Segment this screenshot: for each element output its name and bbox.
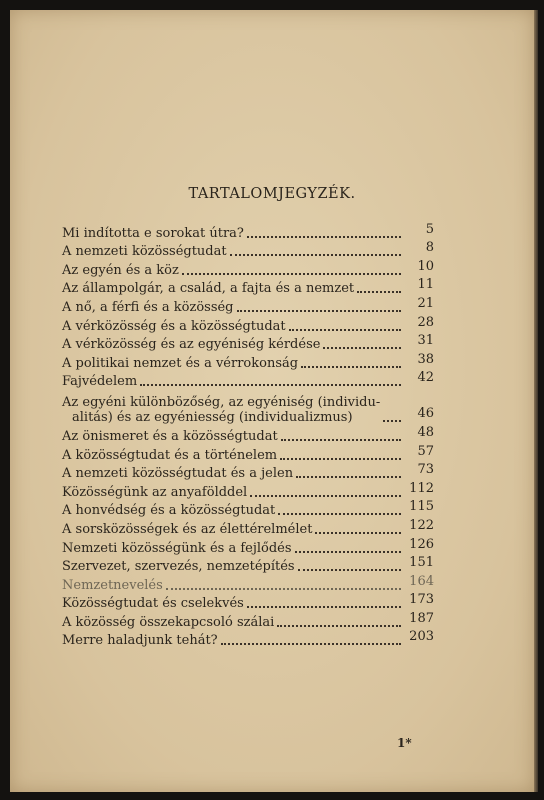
toc-entry [62, 241, 434, 260]
toc-entry-title: Merre haladjunk tehát? [62, 633, 218, 649]
toc-entry-title: A politikai nemzet és a vérrokonság [62, 355, 299, 371]
toc-entry-title: Nemzeti közösségünk és a fejlődés [62, 540, 292, 556]
toc-entry [62, 518, 434, 537]
toc-entry [62, 556, 434, 575]
toc-entry-page: 48 [417, 424, 434, 440]
toc-entry-title-line1: Az egyéni különbözőség, az egyéniség (individu- [62, 395, 381, 411]
toc-entry [62, 389, 434, 425]
toc-entry-title: A nemzeti közösségtudat [62, 244, 227, 260]
dot-leader [230, 246, 401, 256]
toc-entry-title: A közösség összekapcsoló szálai [62, 614, 275, 630]
toc-entry-page: 115 [409, 499, 434, 515]
toc-entry [62, 481, 434, 500]
toc-entry-title [62, 395, 380, 425]
toc-entry-page: 28 [417, 314, 434, 330]
toc-entry-page: 38 [417, 351, 434, 367]
dot-leader [296, 468, 401, 478]
toc-entry [62, 278, 434, 297]
page-edge [534, 10, 538, 792]
toc-entry [62, 574, 434, 593]
toc-entry-title: A sorsközösségek és az élettérelmélet [62, 521, 313, 537]
toc-entry-title: Az önismeret és a közösségtudat [62, 428, 278, 444]
toc-entry-title: Az állampolgár, a család, a fajta és a nemzet [62, 281, 355, 297]
dot-leader [237, 302, 401, 312]
toc-entry-title: Szervezet, szervezés, nemzetépítés [62, 559, 295, 575]
toc-entry-page: 10 [417, 258, 434, 274]
toc-entry [62, 444, 434, 463]
dot-leader [383, 412, 401, 422]
toc-entry-title-line2: alitás) és az egyéniesség (individualizmus) [72, 410, 353, 426]
toc-entry [62, 315, 434, 334]
dot-leader [278, 505, 401, 515]
dot-leader [323, 339, 401, 349]
dot-leader [247, 228, 401, 238]
dot-leader [281, 431, 401, 441]
toc-entry [62, 222, 434, 241]
toc-entry-page: 112 [409, 480, 434, 496]
toc-entry-page: 46 [417, 406, 434, 422]
toc-entry [62, 296, 434, 315]
toc-entry-page: 8 [425, 240, 434, 256]
toc-entry-title: Közösségünk az anyafölddel [62, 484, 248, 500]
dot-leader [140, 376, 401, 386]
toc-entry-title: A közösségtudat és a történelem [62, 447, 278, 463]
toc-entry-page: 173 [409, 592, 434, 608]
toc-entry [62, 537, 434, 556]
dot-leader [357, 283, 401, 293]
toc-entry-page: 57 [417, 443, 434, 459]
toc-entry-title: Közösségtudat és cselekvés [62, 596, 244, 612]
page-folio: 1* [397, 736, 412, 750]
toc-entry [62, 259, 434, 278]
toc-entry [62, 371, 434, 390]
toc-entry-title: Nemzetnevelés [62, 577, 163, 593]
toc-entry [62, 593, 434, 612]
toc-entry-title: Mi indította e sorokat útra? [62, 225, 244, 241]
toc-entry-page: 21 [417, 295, 434, 311]
toc-entry-title: A nemzeti közösségtudat és a jelen [62, 466, 294, 482]
toc-entry [62, 352, 434, 371]
toc-entry-page: 42 [417, 370, 434, 386]
toc-entry-page: 164 [409, 573, 434, 589]
dot-leader [250, 487, 401, 497]
toc-entry-page: 203 [409, 629, 434, 645]
toc-entry-page: 11 [417, 277, 434, 293]
dot-leader [166, 580, 401, 590]
dot-leader [289, 321, 401, 331]
dot-leader [182, 265, 401, 275]
toc-heading: TARTALOMJEGYZÉK. [188, 186, 356, 202]
toc-entry [62, 630, 434, 649]
toc-entry [62, 463, 434, 482]
toc-entry-title: A honvédség és a közösségtudat [62, 503, 276, 519]
toc-entry [62, 500, 434, 519]
toc-entry-page: 31 [417, 333, 434, 349]
toc-entry [62, 425, 434, 444]
toc-entry-title: A vérközösség és a közösségtudat [62, 318, 286, 334]
toc-entry-title: Az egyén és a köz [62, 262, 179, 278]
toc-entry-page: 151 [409, 555, 434, 571]
toc-entry-title: A vérközösség és az egyéniség kérdése [62, 337, 321, 353]
toc-entry-page: 126 [409, 536, 434, 552]
toc-entry-page: 187 [409, 610, 434, 626]
toc-entry [62, 611, 434, 630]
toc-entry-page: 5 [425, 221, 434, 237]
toc-entry-title: Fajvédelem [62, 374, 138, 390]
toc-entry [62, 334, 434, 353]
dot-leader [301, 358, 401, 368]
toc-entry-page: 122 [409, 517, 434, 533]
dot-leader [221, 635, 401, 645]
table-of-contents [62, 222, 434, 648]
toc-entry-title: A nő, a férfi és a közösség [62, 299, 234, 315]
dot-leader [247, 598, 401, 608]
dot-leader [295, 543, 401, 553]
dot-leader [315, 524, 401, 534]
dot-leader [277, 617, 401, 627]
dot-leader [280, 450, 401, 460]
toc-entry-page: 73 [417, 462, 434, 478]
dot-leader [298, 561, 401, 571]
